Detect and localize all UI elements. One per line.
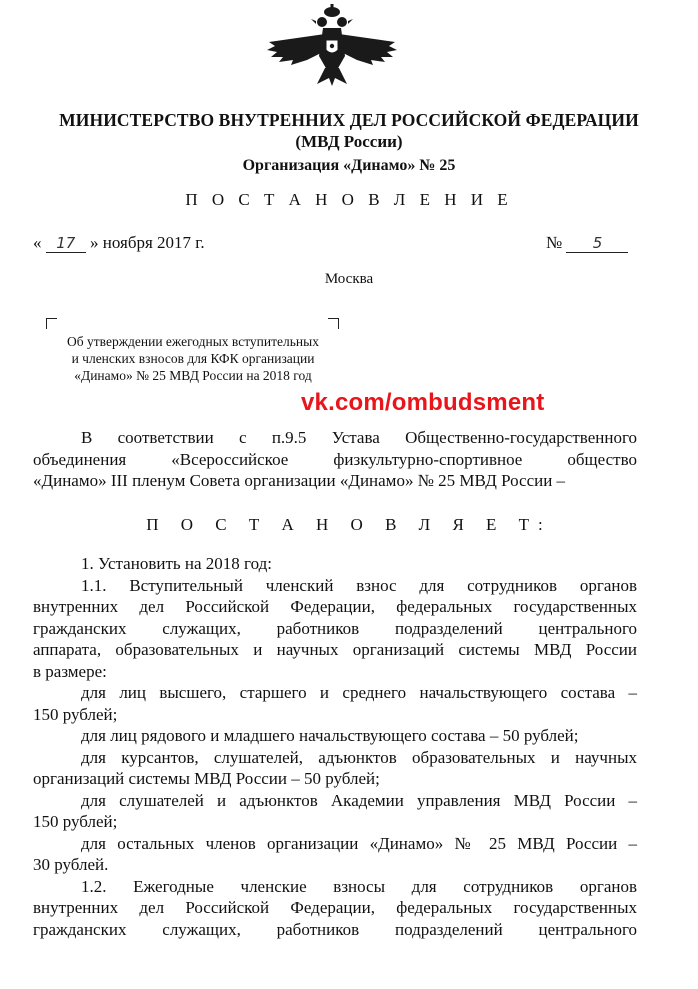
fee-item-senior-amount: 150 рублей; [33,704,118,724]
subject-bracket-right [328,318,339,329]
document-number [546,233,628,253]
subject-line: Об утверждении ежегодных вступительных [67,334,319,349]
clause-1-1-line: гражданских служащих, работников подразделений центрального [33,618,637,638]
text-line: объединения «Всероссийское физкультурно-спортивное общество [33,449,637,469]
fee-item-cadets: для курсантов, слушателей, адъюнктов образовательных и научных [81,747,637,767]
fee-item-cadets-amount: организаций системы МВД России – 50 рублей; [33,769,380,788]
organization-name: Организация «Динамо» № 25 [242,157,456,174]
clause-1: 1. Установить на 2018 год: [81,554,272,573]
number-value: 5 [566,234,628,253]
fee-item-junior: для лиц рядового и младшего начальствующего состава – 50 рублей; [81,726,579,745]
fee-item-academy: для слушателей и адъюнктов Академии управления МВД России – [81,790,637,810]
clause-1-1-line: аппарата, образовательных и научных организаций системы МВД России [33,640,637,659]
fee-item-senior: для лиц высшего, старшего и среднего начальствующего состава – [81,683,637,702]
clause-1-2-line: 1.2. Ежегодные членские взносы для сотрудников органов [81,876,637,896]
mvd-eagle-emblem [267,4,397,86]
subject-bracket-left [46,318,57,329]
document-date [33,233,205,253]
subject-line: «Динамо» № 25 МВД России на 2018 год [74,368,312,383]
document-type: П О С Т А Н О В Л Е Н И Е [185,190,513,209]
text-line: В соответствии с п.9.5 Устава Общественно-государственного [81,428,637,447]
document-city: Москва [324,271,374,287]
number-label: № [546,233,563,252]
resolves-heading: П О С Т А Н О В Л Я Е Т: [146,515,552,534]
clause-1-1-line: в размере: [33,661,107,681]
date-month-year: » ноября 2017 г. [90,233,205,252]
clause-1-2-line: гражданских служащих, работников подразделений центрального [33,919,637,939]
resolution-body [33,553,637,940]
preamble-paragraph [33,427,637,492]
watermark-link: vk.com/ombudsment [301,389,545,416]
date-open-quote: « [33,233,42,252]
ministry-abbreviation: (МВД России) [295,132,403,151]
clause-1-1-line: внутренних дел Российской Федерации, федеральных государственных [33,597,637,616]
date-day: 17 [46,234,86,253]
fee-item-others-amount: 30 рублей. [33,855,109,874]
document-subject [52,333,334,384]
clause-1-2-line: внутренних дел Российской Федерации, федеральных государственных [33,898,637,917]
subject-line: и членских взносов для КФК организации [71,351,315,366]
fee-item-academy-amount: 150 рублей; [33,812,118,831]
clause-1-1-line: 1.1. Вступительный членский взнос для сотрудников органов [81,575,637,595]
ministry-title: МИНИСТЕРСТВО ВНУТРЕННИХ ДЕЛ РОССИЙСКОЙ ФЕДЕРАЦИИ [59,110,639,130]
fee-item-others: для остальных членов организации «Динамо» № 25 МВД России – [81,833,637,853]
text-line: «Динамо» III пленум Совета организации «Динамо» № 25 МВД России – [33,471,566,490]
